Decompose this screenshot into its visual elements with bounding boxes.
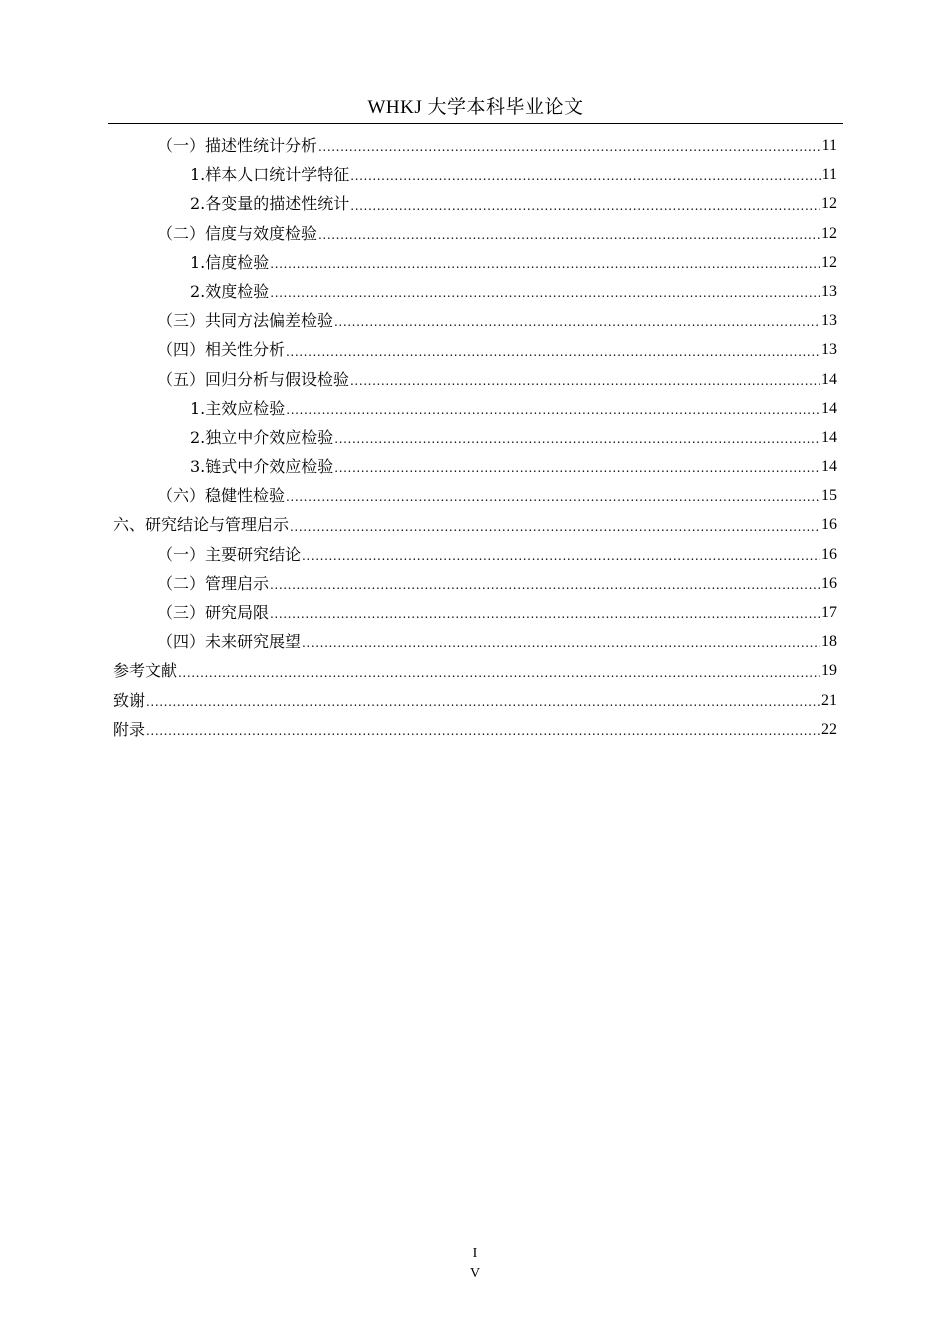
toc-entry-label: 2.效度检验 (190, 281, 270, 301)
toc-dot-leader (350, 160, 820, 189)
toc-dot-leader (270, 569, 820, 598)
toc-dot-leader (270, 248, 820, 277)
page-footer (0, 1244, 950, 1284)
toc-entry-label: （六）稳健性检验 (157, 486, 286, 506)
toc-entry-page-number: 12 (821, 224, 837, 242)
toc-dot-leader (146, 686, 820, 715)
toc-entry-label: 3.链式中介效应检验 (190, 457, 334, 477)
toc-entry[interactable] (113, 277, 837, 306)
toc-entry-page-number: 13 (821, 312, 837, 330)
toc-entry[interactable] (113, 131, 837, 160)
toc-entry[interactable] (113, 481, 837, 510)
toc-entry[interactable] (113, 394, 837, 423)
toc-entry[interactable] (113, 452, 837, 481)
toc-dot-leader (286, 394, 820, 423)
toc-entry-page-number: 11 (821, 137, 837, 154)
toc-entry[interactable] (113, 306, 837, 335)
toc-entry-page-number: 14 (821, 399, 837, 417)
page-header (108, 94, 843, 124)
toc-dot-leader (286, 481, 820, 510)
page-number-line-2: V (469, 1266, 481, 1281)
toc-entry-label: 参考文献 (113, 661, 178, 681)
toc-entry-label: 2.各变量的描述性统计 (190, 194, 350, 214)
toc-entry[interactable] (113, 335, 837, 364)
toc-entry-page-number: 18 (821, 633, 837, 651)
toc-entry-page-number: 12 (821, 253, 837, 271)
toc-entry-page-number: 16 (821, 574, 837, 592)
toc-entry-label: 1.信度检验 (190, 252, 270, 272)
toc-entry-label: 1.样本人口统计学特征 (190, 165, 350, 185)
toc-dot-leader (350, 365, 820, 394)
toc-entry[interactable] (113, 656, 837, 685)
toc-dot-leader (270, 598, 820, 627)
toc-dot-leader (334, 452, 820, 481)
toc-entry[interactable] (113, 686, 837, 715)
toc-entry[interactable] (113, 248, 837, 277)
toc-entry-label: （五）回归分析与假设检验 (157, 369, 350, 389)
toc-entry[interactable] (113, 219, 837, 248)
table-of-contents (113, 131, 837, 744)
toc-dot-leader (146, 715, 820, 744)
toc-dot-leader (178, 656, 820, 685)
toc-entry[interactable] (113, 627, 837, 656)
toc-dot-leader (302, 540, 820, 569)
toc-entry-label: （三）研究局限 (157, 603, 270, 622)
toc-entry-page-number: 17 (821, 604, 837, 621)
toc-entry-page-number: 11 (821, 166, 837, 184)
toc-entry[interactable] (113, 189, 837, 218)
toc-entry-label: 致谢 (113, 690, 146, 710)
toc-entry[interactable] (113, 423, 837, 452)
toc-dot-leader (318, 131, 821, 160)
toc-entry-label: 1.主效应检验 (190, 398, 286, 418)
toc-entry[interactable] (113, 598, 837, 627)
toc-entry-label: （三）共同方法偏差检验 (157, 311, 334, 331)
toc-entry[interactable] (113, 365, 837, 394)
toc-dot-leader (318, 219, 820, 248)
header-title: WHKJ 大学本科毕业论文 (367, 97, 584, 118)
toc-entry-label: （一）主要研究结论 (157, 544, 302, 564)
toc-entry-page-number: 22 (821, 720, 837, 738)
toc-dot-leader (290, 510, 820, 539)
toc-entry-label: （四）未来研究展望 (157, 632, 302, 652)
toc-entry-page-number: 13 (821, 282, 837, 300)
toc-entry-page-number: 16 (821, 516, 837, 534)
toc-entry-label: （四）相关性分析 (157, 340, 286, 360)
toc-entry-label: （二）管理启示 (157, 573, 270, 593)
toc-dot-leader (334, 423, 820, 452)
toc-entry[interactable] (113, 540, 837, 569)
toc-entry-page-number: 14 (821, 458, 837, 476)
toc-entry-label: （一）描述性统计分析 (157, 136, 318, 155)
toc-entry-page-number: 14 (821, 370, 837, 388)
toc-dot-leader (302, 627, 820, 656)
toc-entry-page-number: 12 (821, 195, 837, 213)
toc-entry-page-number: 19 (821, 662, 837, 680)
toc-entry-page-number: 16 (821, 545, 837, 563)
toc-entry-page-number: 14 (821, 428, 837, 446)
toc-dot-leader (334, 306, 820, 335)
toc-entry-label: （二）信度与效度检验 (157, 223, 318, 243)
toc-entry[interactable] (113, 715, 837, 744)
toc-dot-leader (270, 277, 820, 306)
toc-entry-label: 六、研究结论与管理启示 (113, 515, 290, 535)
toc-entry-page-number: 21 (821, 691, 837, 709)
toc-entry-label: 附录 (113, 719, 146, 739)
toc-entry-label: 2.独立中介效应检验 (190, 427, 334, 447)
toc-entry[interactable] (113, 510, 837, 539)
toc-dot-leader (286, 335, 820, 364)
toc-entry[interactable] (113, 160, 837, 189)
page-number-line-1: I (472, 1246, 478, 1261)
toc-entry-page-number: 15 (821, 487, 837, 505)
toc-entry-page-number: 13 (821, 341, 837, 359)
toc-dot-leader (350, 189, 820, 218)
toc-entry[interactable] (113, 569, 837, 598)
